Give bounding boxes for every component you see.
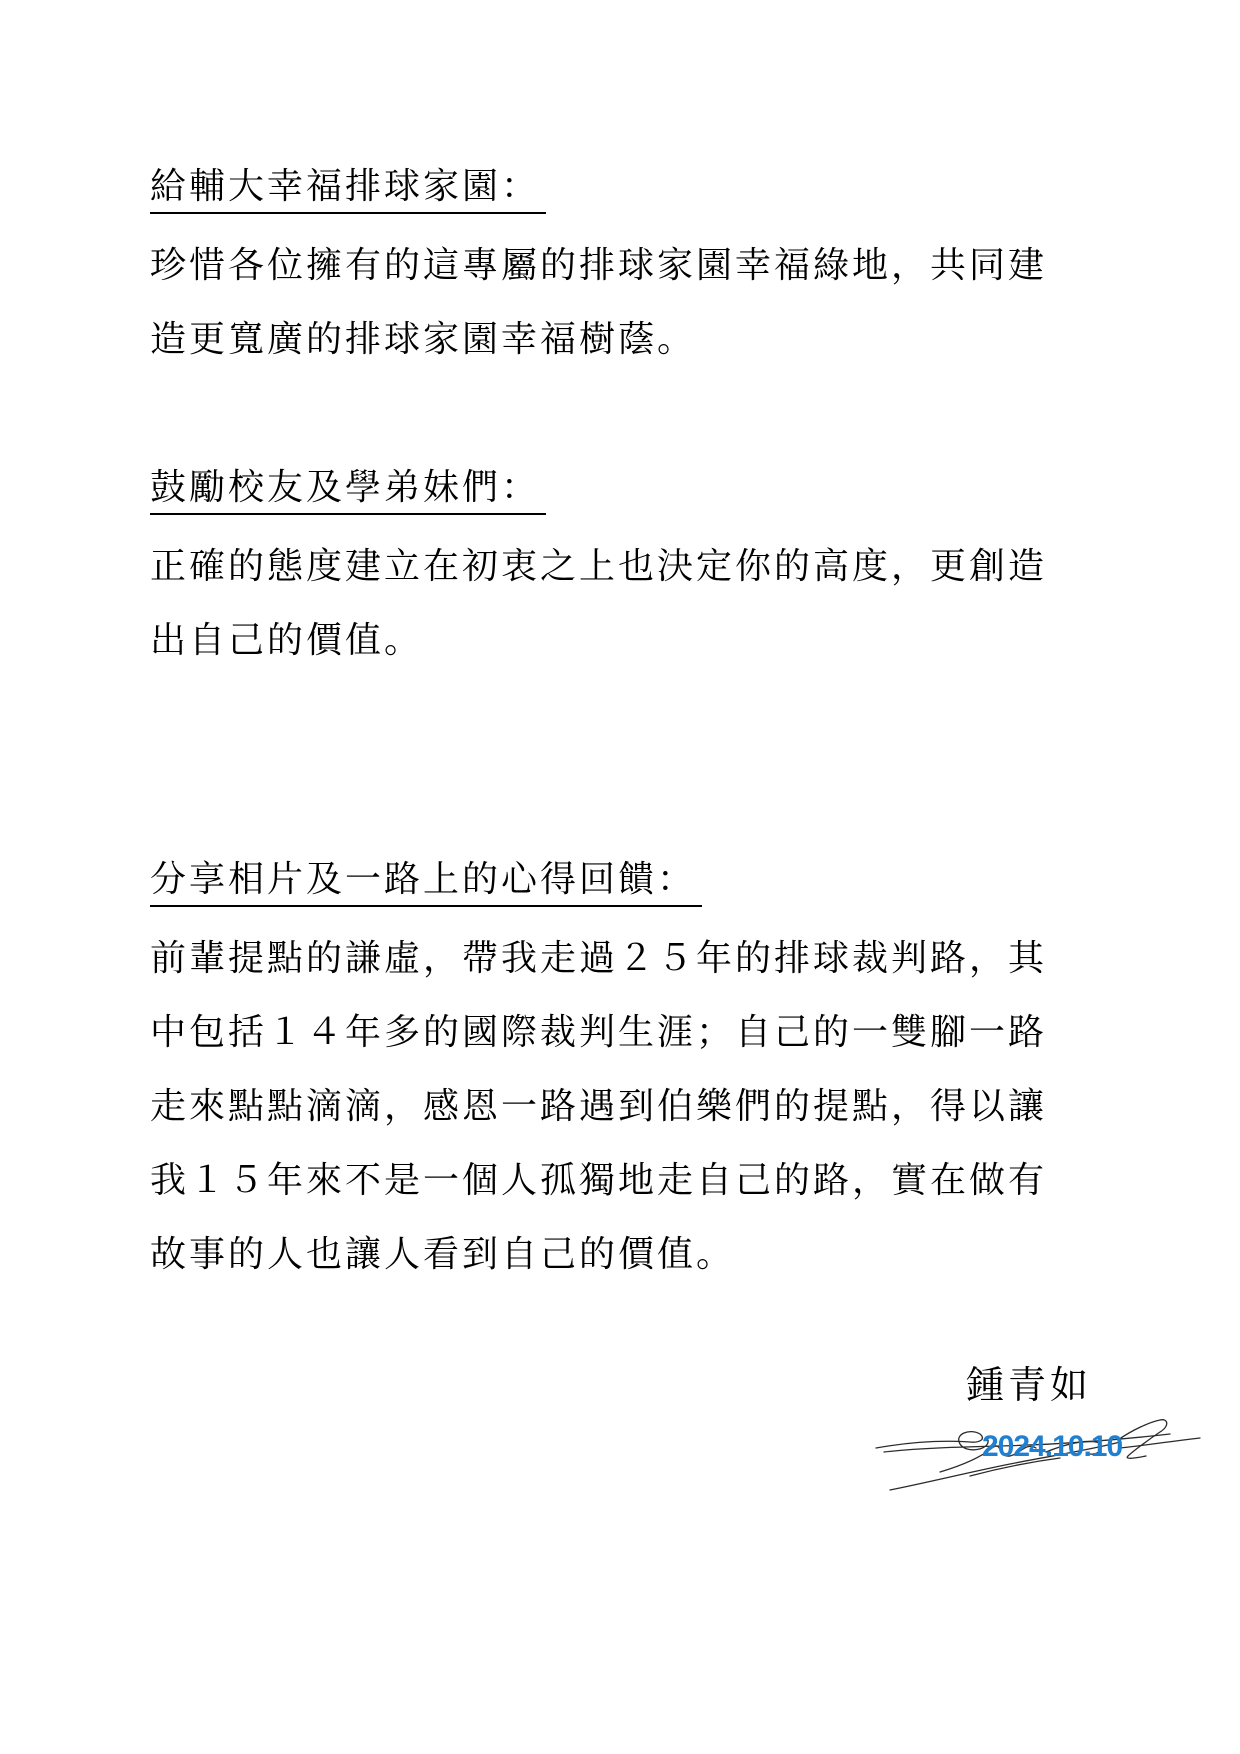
section-paragraph — [150, 530, 1100, 678]
section-paragraph — [150, 229, 1100, 377]
signature-block — [870, 1360, 1210, 1510]
paragraph-line: 我１５年來不是一個人孤獨地走自己的路，實在做有 — [150, 1160, 1048, 1201]
paragraph-line: 前輩提點的謙虛，帶我走過２５年的排球裁判路，其 — [150, 938, 1048, 979]
paragraph-line: 造更寬廣的排球家園幸福樹蔭。 — [150, 319, 697, 360]
section-heading: 鼓勵校友及學弟妹們： — [150, 463, 546, 515]
signer-name: 鍾青如 — [965, 1363, 1092, 1407]
section-share-feedback — [150, 855, 1100, 1292]
section-heading: 給輔大幸福排球家園： — [150, 162, 546, 214]
section-encourage-alumni — [150, 463, 1100, 678]
paragraph-line: 走來點點滴滴，感恩一路遇到伯樂們的提點，得以讓 — [150, 1086, 1048, 1127]
paragraph-line: 正確的態度建立在初衷之上也決定你的高度，更創造 — [150, 546, 1048, 587]
paragraph-line: 中包括１４年多的國際裁判生涯；自己的一雙腳一路 — [150, 1012, 1048, 1053]
section-fju-volleyball-home — [150, 162, 1100, 377]
signature-date: 2024.10.10 — [982, 1430, 1123, 1463]
paragraph-line: 出自己的價值。 — [150, 620, 424, 661]
section-paragraph — [150, 922, 1100, 1292]
paragraph-line: 故事的人也讓人看到自己的價值。 — [150, 1234, 736, 1275]
paragraph-line: 珍惜各位擁有的這專屬的排球家園幸福綠地，共同建 — [150, 245, 1048, 286]
section-heading: 分享相片及一路上的心得回饋： — [150, 855, 702, 907]
